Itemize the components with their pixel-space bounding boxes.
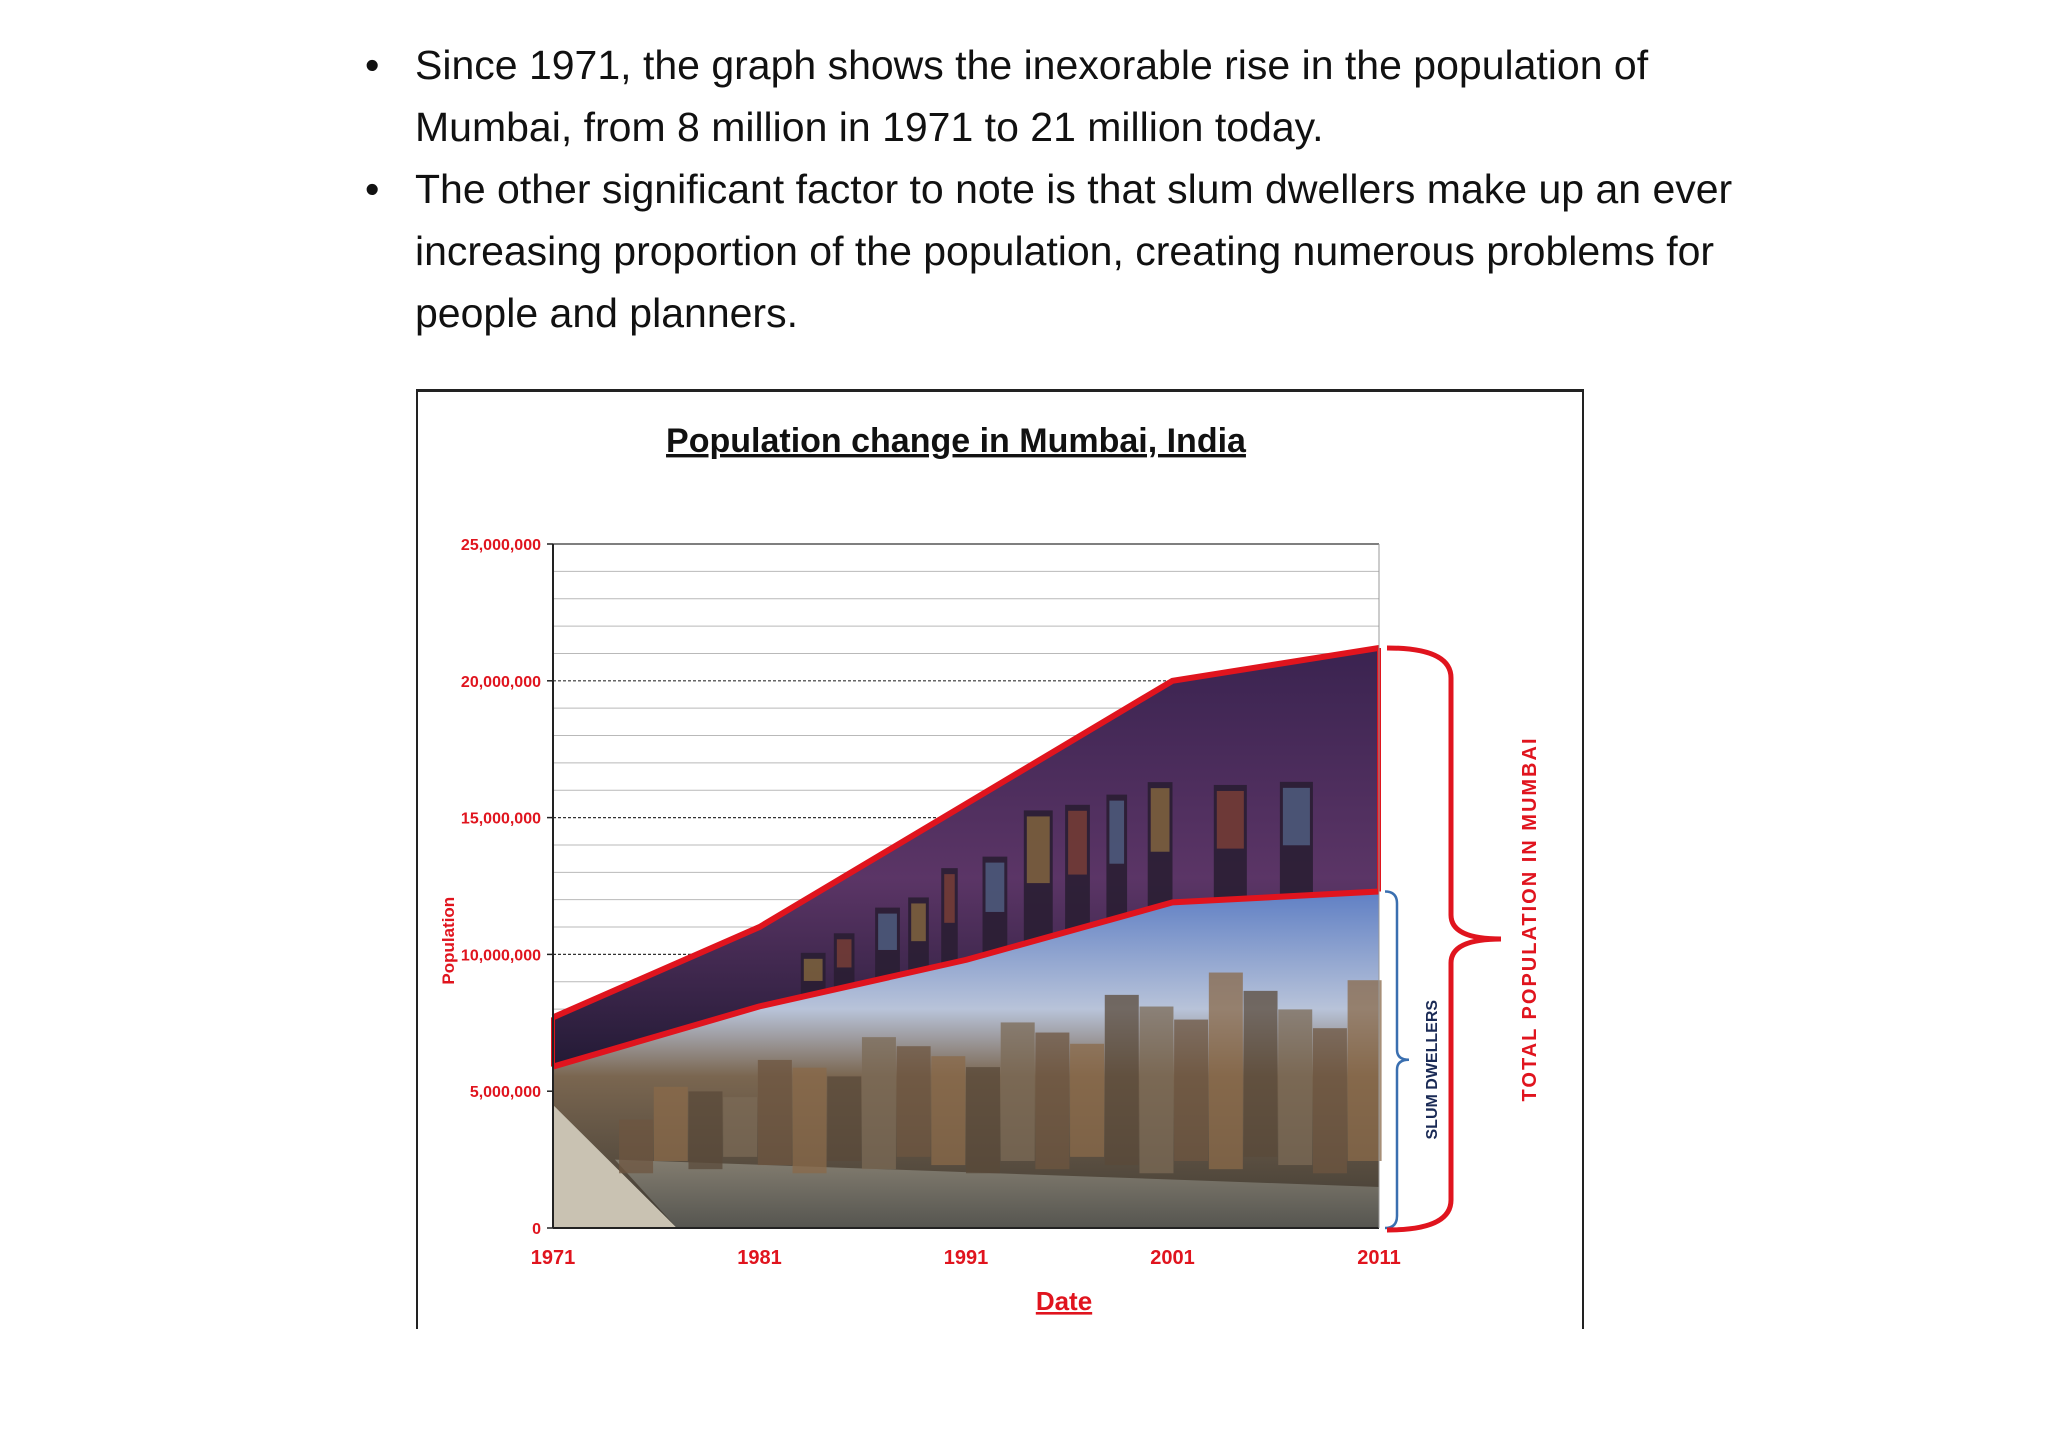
area-layer (553, 648, 1382, 1228)
skyline-lights (1068, 811, 1087, 875)
shanty-block (1313, 1028, 1347, 1173)
shanty-block (654, 1087, 688, 1161)
shanty-block (688, 1091, 722, 1169)
x-tick-label: 1991 (943, 1247, 989, 1269)
skyline-lights (878, 914, 897, 950)
slum-dwellers-label: SLUM DWELLERS (1424, 999, 1441, 1140)
slum-dwellers-bracket (1385, 891, 1409, 1228)
shanty-block (1105, 995, 1139, 1165)
shanty-block (619, 1120, 653, 1174)
shanty-block (1035, 1033, 1069, 1170)
shanty-block (931, 1056, 965, 1165)
shanty-block (793, 1068, 827, 1174)
shanty-block (897, 1046, 931, 1157)
shanty-block (1174, 1020, 1208, 1161)
population-chart (418, 392, 1586, 1332)
skyline-lights (1217, 791, 1244, 849)
chart-frame (416, 389, 1584, 1329)
total-population-bracket (1387, 648, 1501, 1230)
shanty-block (1139, 1007, 1173, 1174)
shanty-block (862, 1037, 896, 1169)
bullet-population-rise: • Since 1971, the graph shows the inexorable rise in the population of Mumbai, from 8 million in 1971 to 21 million today. (365, 34, 1745, 158)
y-tick-label: 20,000,000 (460, 673, 541, 691)
shanty-block (1209, 973, 1243, 1170)
y-tick-label: 25,000,000 (460, 537, 541, 554)
shanty-block (827, 1076, 861, 1161)
shanty-block (1001, 1022, 1035, 1161)
shanty-block (1278, 1009, 1312, 1165)
shanty-block (966, 1067, 1000, 1173)
bullet-slum-dwellers: • The other significant factor to note is that slum dwellers make up an ever increasing proportion of the population, creating numerous problems for people and planners. (365, 158, 1745, 344)
y-tick-label: 0 (532, 1221, 541, 1238)
y-tick-label: 10,000,000 (460, 947, 541, 965)
shanty-block (1348, 980, 1382, 1161)
shanty-block (1244, 991, 1278, 1157)
x-axis-label: Date (1035, 1286, 1093, 1316)
x-tick-label: 2011 (1357, 1247, 1401, 1269)
skyline-lights (1109, 801, 1124, 864)
skyline-lights (986, 863, 1005, 912)
skyline-lights (1151, 788, 1170, 852)
skyline-lights (804, 959, 823, 981)
x-tick-label: 1971 (530, 1247, 576, 1269)
y-axis-label: Population (439, 896, 458, 985)
shanty-block (1070, 1044, 1104, 1157)
x-tick-label: 1981 (737, 1247, 782, 1269)
y-tick-label: 5,000,000 (469, 1084, 541, 1102)
shanty-block (758, 1060, 792, 1165)
skyline-lights (1027, 816, 1050, 883)
skyline-lights (1283, 788, 1310, 845)
y-tick-label: 15,000,000 (460, 810, 541, 828)
skyline-lights (911, 903, 926, 941)
shanty-block (723, 1097, 757, 1157)
skyline-lights (944, 874, 955, 923)
skyline-lights (837, 939, 852, 967)
chart-title: Population change in Mumbai, India (666, 422, 1246, 460)
total-population-label: TOTAL POPULATION IN MUMBAI (1519, 736, 1541, 1102)
x-tick-label: 2001 (1150, 1247, 1195, 1269)
slide-bullet-list (365, 34, 1745, 344)
